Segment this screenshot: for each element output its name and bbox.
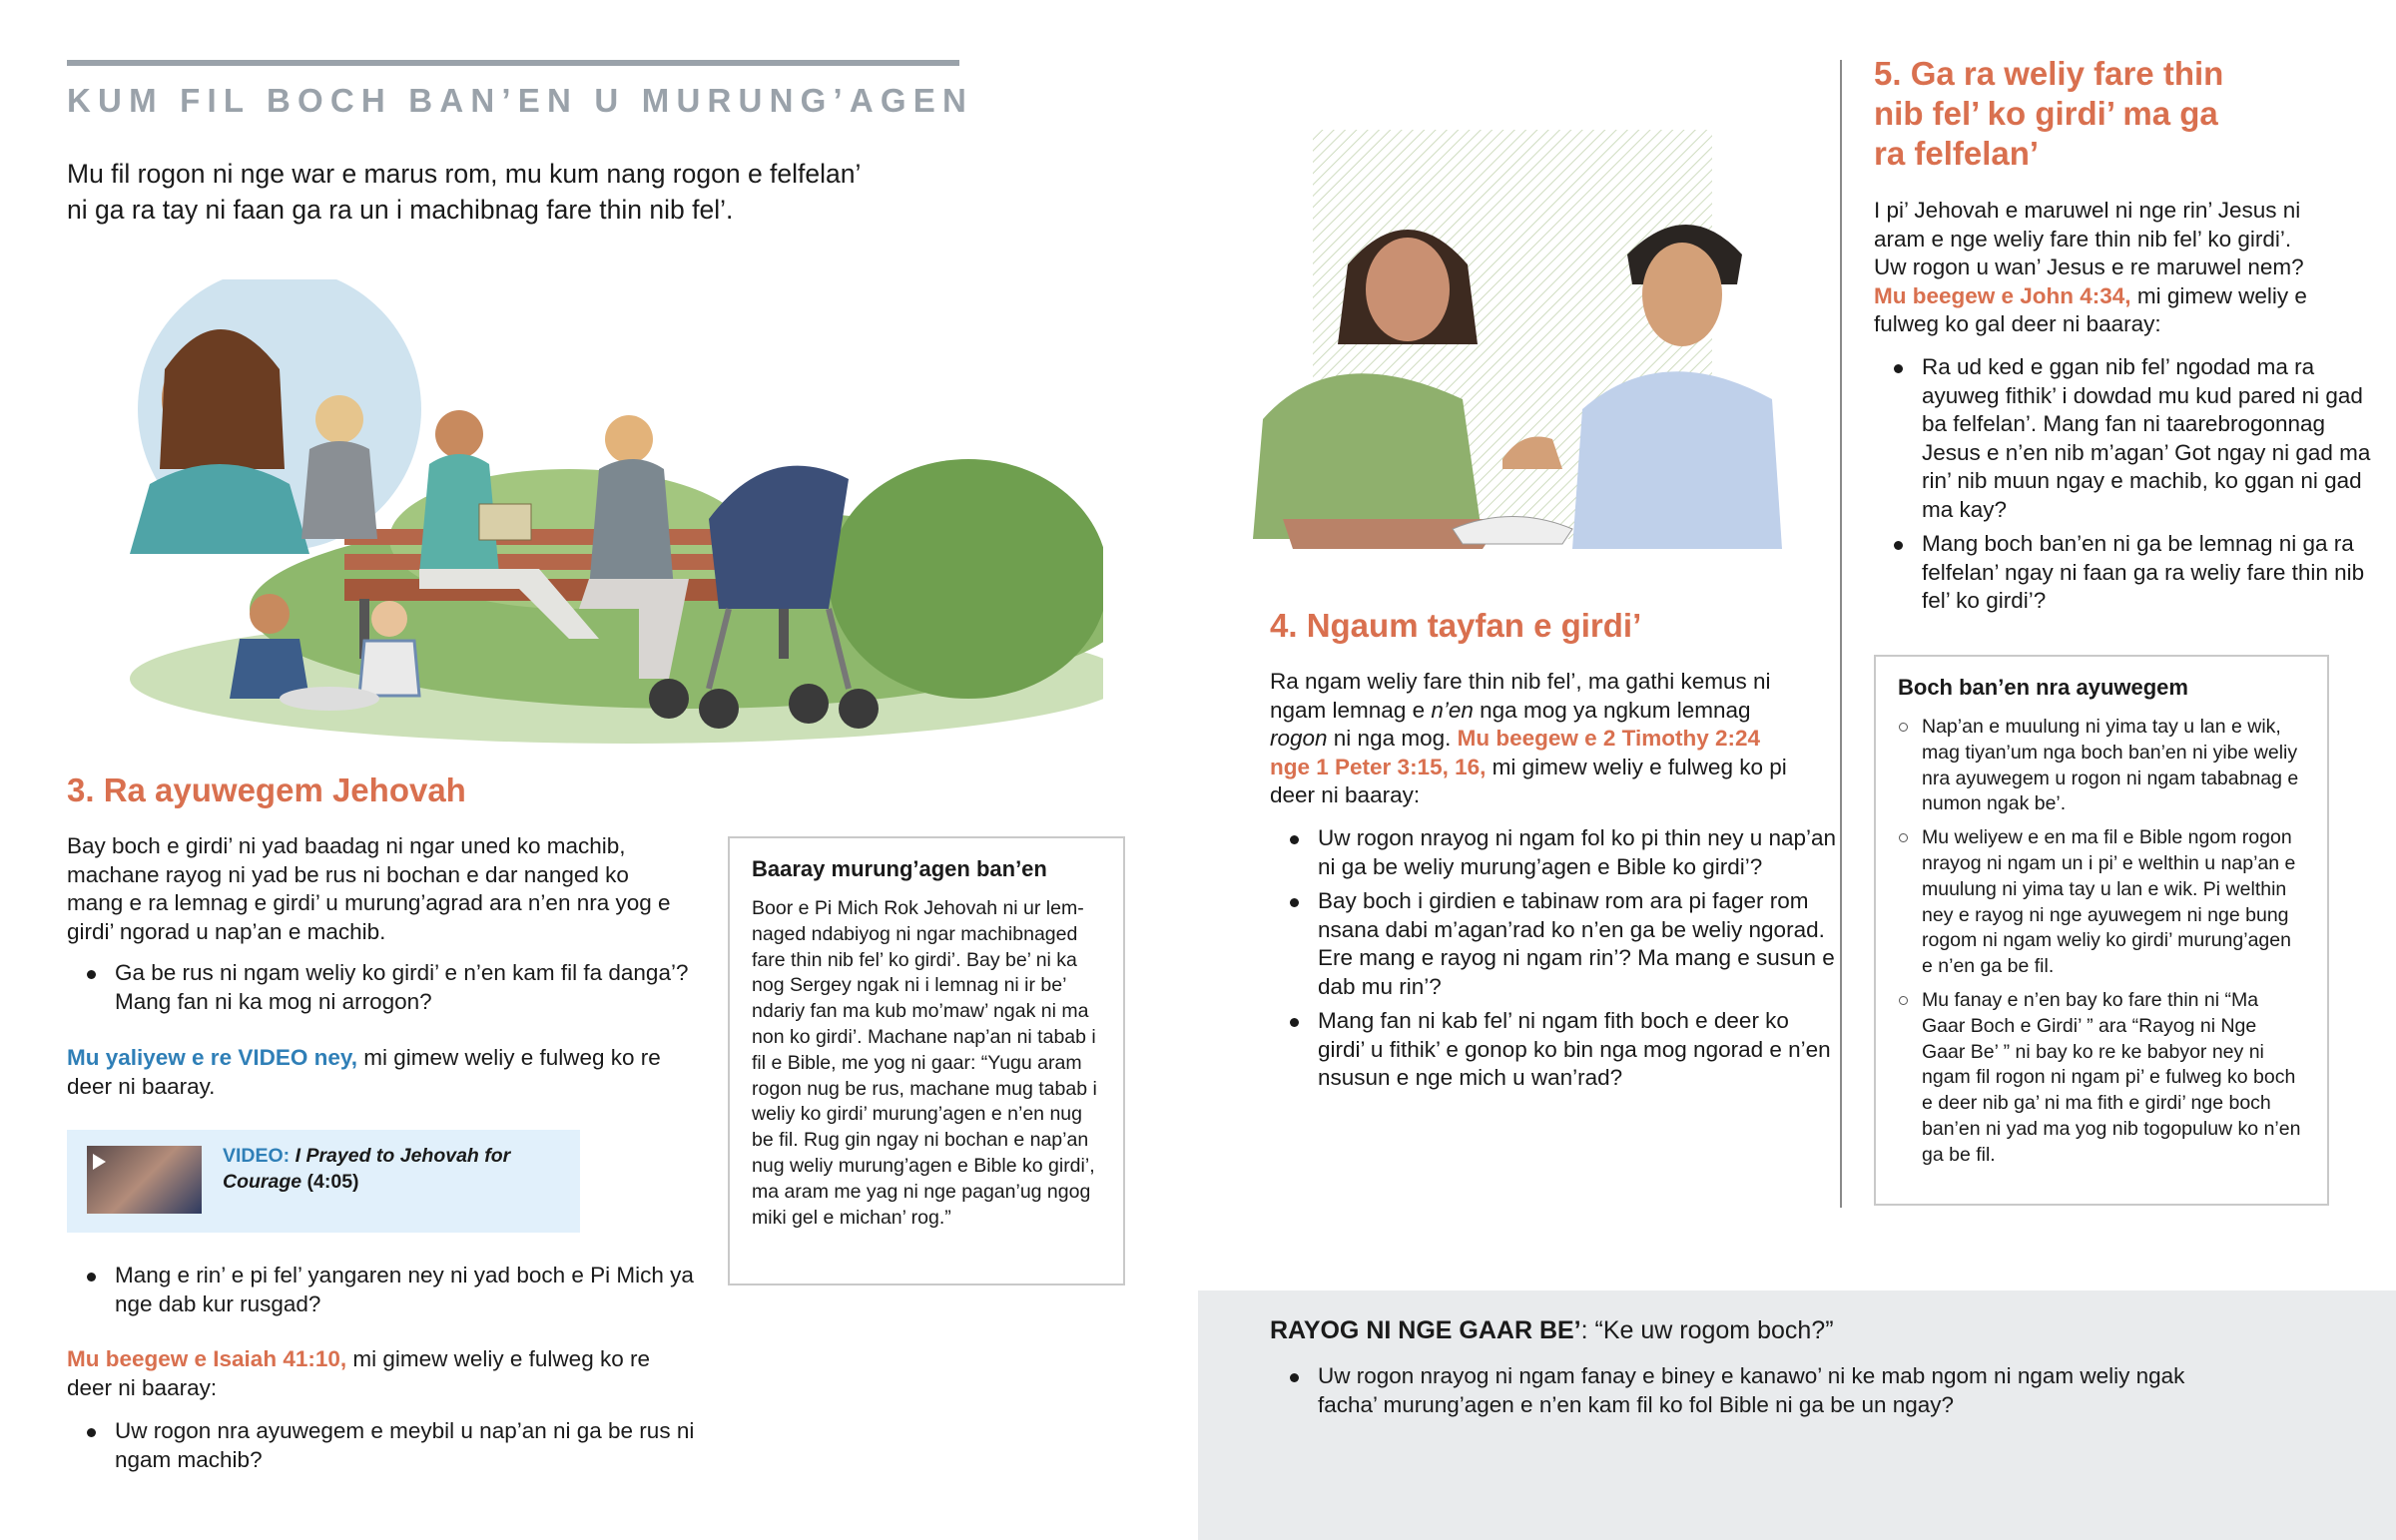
footer-band <box>1198 1290 2396 1540</box>
video-link[interactable]: Mu yaliyew e re VIDEO ney, <box>67 1045 357 1070</box>
section5-bullets <box>1874 353 2371 622</box>
video-prompt: Mu yaliyew e re VIDEO ney, mi gimew weliy e fulweg ko re deer ni baaray. <box>67 1045 661 1099</box>
section4-heading: 4. Ngaum tayfan e girdi’ <box>1270 607 1642 644</box>
section3-bullets-c <box>67 1417 754 1480</box>
list-item: Nap’an e muulung ni yima tay u lan e wik, mag tiyan’um nga boch ban’en ni yibe weliy nra ayuwegem u rogon ni ngam tababnag e numon ngak be’. <box>1922 715 2305 817</box>
list-item: Uw rogon nrayog ni ngam fanay e biney e kanawo’ ni ke mab ngom ni ngam weliy ngak facha’ murung’agen e n’en kam fil ko fol Bible ni ga be un ngay? <box>1318 1362 2216 1419</box>
box-title: Baaray murung’agen ban’en <box>752 856 1047 881</box>
page-title: KUM FIL BOCH BAN’EN U MURUNG’AGEN <box>67 82 973 119</box>
scripture-link-timothy-peter[interactable]: Mu beegew e 2 Timothy 2:24 nge 1 Peter 3:15, 16, <box>1270 726 1761 779</box>
header-rule <box>67 60 959 66</box>
list-item: Ga be rus ni ngam weliy ko girdi’ e n’en kam fil fa danga’? Mang fan ni ka mog ni arrogon? <box>115 959 714 1016</box>
conversation-illustration <box>1253 120 1782 559</box>
video-duration: (4:05) <box>306 1171 359 1193</box>
scripture-link-john[interactable]: Mu beegew e John 4:34, <box>1874 282 2131 308</box>
list-item: Mang boch ban’en ni ga be lemnag ni ga ra felfelan’ ngay ni faan ga ra weliy fare thin nib fel’ ko girdi’? <box>1922 530 2371 616</box>
footer-bullets <box>1270 1362 2216 1425</box>
footer-heading: RAYOG NI NGE GAAR BE’: “Ke uw rogom boch?” <box>1270 1316 1834 1344</box>
list-item: Mang fan ni kab fel’ ni ngam fith boch e deer ko girdi’ u fithik’ e gonop ko bin nga mog ngorad e n’en nsusun e nge mich u wan’rad? <box>1318 1007 1837 1093</box>
play-icon <box>93 1154 106 1170</box>
section3-heading: 3. Ra ayuwegem Jehovah <box>67 771 466 808</box>
list-item: Mu weliyew e en ma fil e Bible ngom rogon nrayog ni ngam un i pi’ e welthin u nap’an e muulung ni yima tay u lan e wik. Pi welthin ney e rayog ni nge ayuwegem ni nge bung rogom ni ngam weliy ko girdi’ murung’agen e n’en ga be fil. <box>1922 825 2305 980</box>
section3-bullets-b <box>67 1262 734 1324</box>
list-item: Ra ud ked e ggan nib fel’ ngodad ma ra ayuweg fithik’ i dowdad mu kud pared ni gad ba felfelan’. Mang fan ni taarebrogonnag Jesus e n’en nib m’agan’ Got ngay ni gad ma rin’ nib muun ngay e machib, ko ggan ni gad ma kay? <box>1922 353 2371 524</box>
section3-bullets-a <box>67 959 714 1022</box>
intro-text: Mu fil rogon ni nge war e marus rom, mu kum nang rogon e felfelan’ ni ga ra tay ni faan ga ra un i machibnag fare thin nib fel’. <box>67 159 862 225</box>
scripture-link-isaiah[interactable]: Mu beegew e Isaiah 41:10, <box>67 1346 347 1371</box>
video-thumbnail[interactable] <box>87 1146 202 1214</box>
scripture-prompt-isaiah: Mu beegew e Isaiah 41:10, mi gimew weliy e fulweg ko re deer ni baaray: <box>67 1346 650 1400</box>
section3-paragraph: Bay boch e girdi’ ni yad baadag ni ngar uned ko machib, machane rayog ni yad be rus ni bochan e dar nanged ko mang e ra lemnag e girdi’ u murung’agrad ara n’en nra yog e girdi’ ngorad u nap’an e machib. <box>67 833 671 944</box>
video-card[interactable] <box>67 1130 580 1233</box>
list-item: Mang e rin’ e pi fel’ yangaren ney ni yad boch e Pi Mich ya nge dab kur rusgad? <box>115 1262 734 1318</box>
box-tips-list <box>1898 715 2305 1169</box>
park-illustration <box>70 279 1103 759</box>
section5-heading: 5. Ga ra weliy fare thin nib fel’ ko girdi’ ma ga ra felfelan’ <box>1874 55 2224 172</box>
column-divider <box>1840 60 1842 1208</box>
box-text: Boor e Pi Mich Rok Jehovah ni ur lemnaged ndabiyog ni ngar machibnaged fare thin nib fel’ ko girdi’. Bay be’ ni ka nog Sergey ngak ni i lemnag ni ir be’ ndariy fan ma kub mo’maw’ ngak ni ma non ko girdi’. Machane nap’an ni tabab i fil e Bible, me yog ni gaar: “Yugu aram rogon nug be rus, machane mug tabab i weliy ko girdi’ murung’agen e n’en nug be fil. Rug gin ngay ni bochan e nap’an nug weliy murung’agen e Bible ko girdi’, ma aram me yag ni nge pagan’ug ngog miki gel e michan’ rog.” <box>752 897 1097 1229</box>
section4-bullets <box>1270 824 1837 1099</box>
sidebar-box-boch <box>1874 655 2329 1206</box>
list-item: Mu fanay e n’en bay ko fare thin ni “Ma Gaar Boch e Girdi’ ” ara “Rayog ni Nge Gaar Be’ ” ni bay ko re ke babyor ney ni ngam fil rogon ni ngam pi’ e fulweg ko boch e deer nib ga’ ni ma fith e girdi’ nge boch ban’en ni yad ma yog nib togopuluw ko n’en ga be fil. <box>1922 988 2305 1169</box>
sidebar-box-baaray <box>728 836 1125 1285</box>
section4-paragraph: Ra ngam weliy fare thin nib fel’, ma gathi kemus ni ngam lemnag e n’en nga mog ya ngkum lemnag rogon ni nga mog. Mu beegew e 2 Timothy 2:24 nge 1 Peter 3:15, 16, mi gimew weliy e fulweg ko pi deer ni baaray: <box>1270 669 1787 807</box>
list-item: Uw rogon nrayog ni ngam fol ko pi thin ney u nap’an ni ga be weliy murung’agen e Bible ko girdi’? <box>1318 824 1837 881</box>
video-title: I Prayed to Jehovah for Courage <box>223 1145 511 1193</box>
list-item: Uw rogon nra ayuwegem e meybil u nap’an ni ga be rus ni ngam machib? <box>115 1417 754 1474</box>
list-item: Bay boch i girdien e tabinaw rom ara pi fager rom nsana dabi m’agan’rad ko n’en ga be weliy ngorad. Ere mang e rayog ni ngam rin’? Ma mang e susun e dab mu rin’? <box>1318 887 1837 1001</box>
box-title: Boch ban’en nra ayuwegem <box>1898 675 2188 700</box>
section5-paragraph: I pi’ Jehovah e maruwel ni nge rin’ Jesus ni aram e nge weliy fare thin nib fel’ ko girdi’. Uw rogon u wan’ Jesus e re maruwel nem? Mu beegew e John 4:34, mi gimew weliy e fulweg ko gal deer ni baaray: <box>1874 198 2307 336</box>
video-caption: VIDEO: I Prayed to Jehovah for Courage (4:05) <box>223 1145 511 1193</box>
